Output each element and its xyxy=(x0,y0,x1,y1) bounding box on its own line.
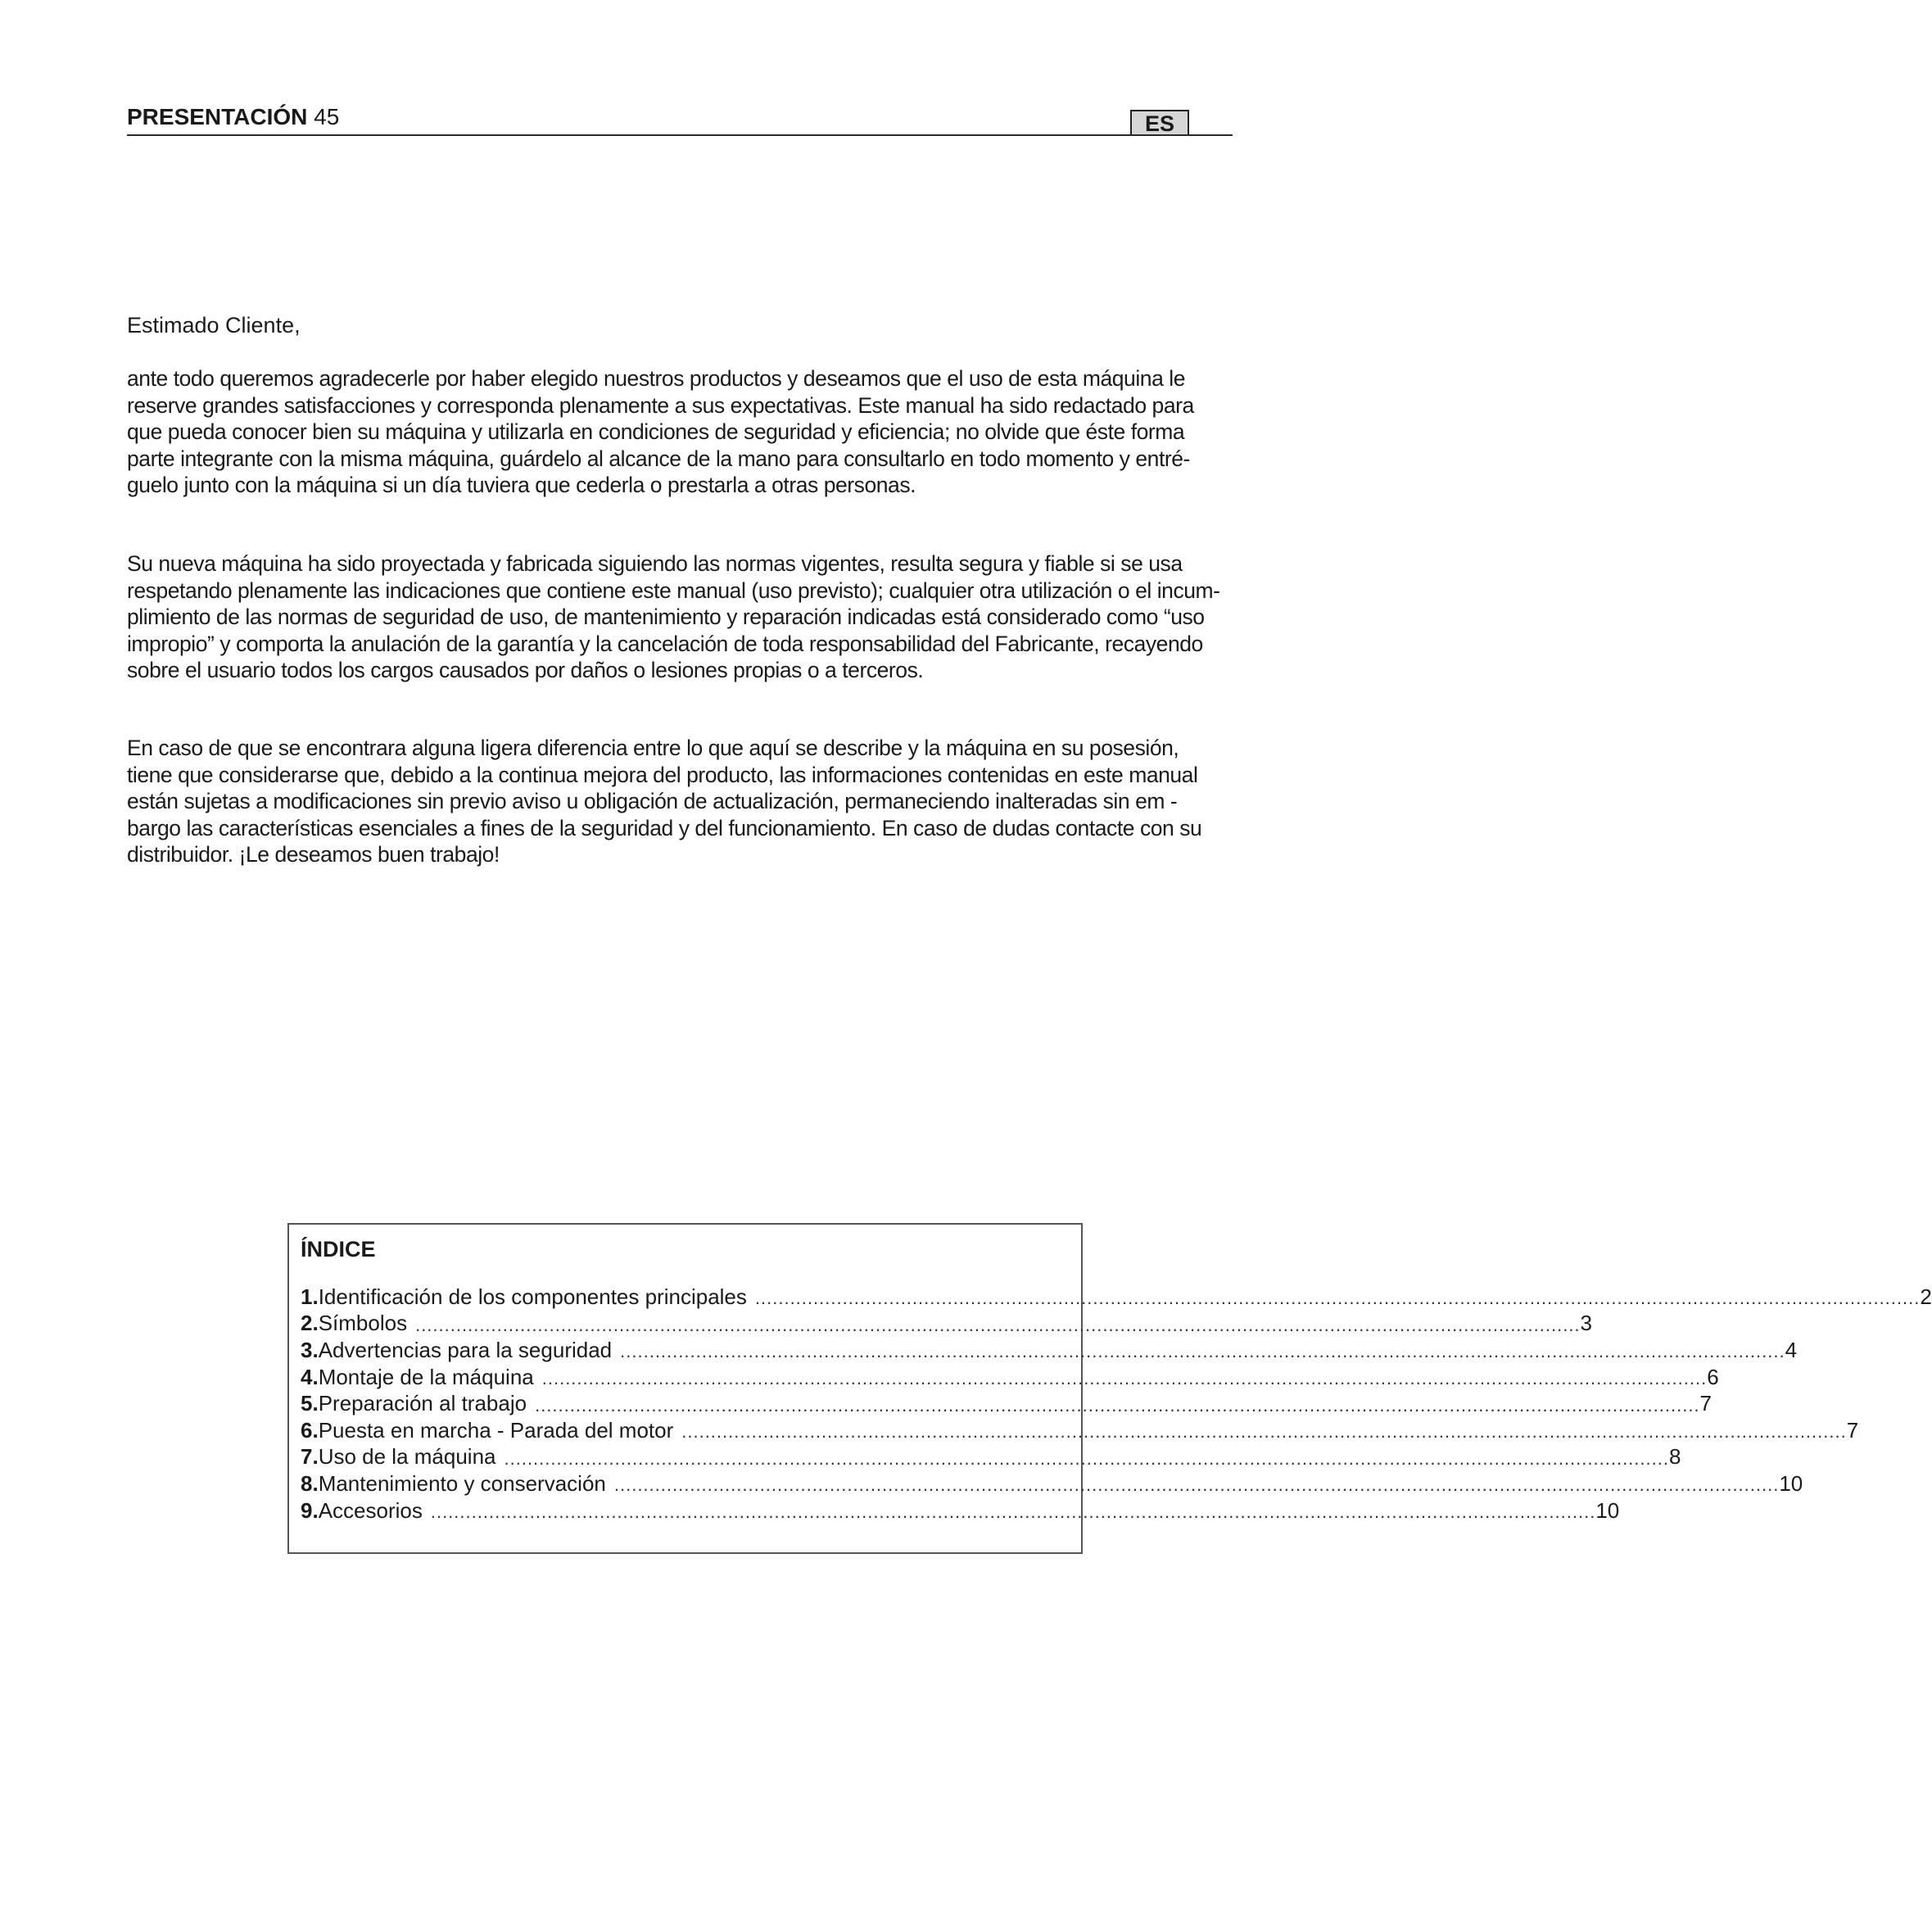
toc-dot-leader: ........................................................................................................................................................................................................ xyxy=(613,1474,1780,1496)
toc-dot-leader: ........................................................................................................................................................................................................ xyxy=(754,1288,1921,1309)
paragraph-line: sobre el usuario todos los cargos causados por daños o lesiones propias o a terceros. xyxy=(127,658,924,682)
toc-entry[interactable] xyxy=(301,1470,1803,1497)
toc-entry[interactable] xyxy=(301,1284,1932,1311)
toc-title: ÍNDICE xyxy=(301,1237,376,1261)
salutation: Estimado Cliente, xyxy=(127,313,301,337)
paragraph-line: tiene que considerarse que, debido a la continua mejora del producto, las informaciones contenidas en este manual xyxy=(127,762,1198,787)
paragraph-line: En caso de que se encontrara alguna ligera diferencia entre lo que aquí se describe y la máquina en su posesión, xyxy=(127,736,1179,760)
paragraph-line: respetando plenamente las indicaciones que contiene este manual (uso previsto); cualquier otra utilización o el incum- xyxy=(127,578,1220,603)
header-title xyxy=(127,103,339,131)
toc-list xyxy=(301,1284,1932,1524)
toc-entry-page: 3 xyxy=(1580,1311,1593,1336)
toc-entry-number: 3. xyxy=(301,1337,319,1362)
toc-entry-label: Accesorios xyxy=(318,1497,423,1523)
paragraph-line: que pueda conocer bien su máquina y utilizarla en condiciones de seguridad y eficiencia; no olvide que éste forma xyxy=(127,419,1185,444)
paragraph-line: guelo junto con la máquina si un día tuviera que cederla o prestarla a otras personas. xyxy=(127,473,916,497)
toc-entry-label: Símbolos xyxy=(318,1311,408,1336)
toc-entry[interactable] xyxy=(301,1417,1859,1444)
page-number: 45 xyxy=(314,104,340,129)
toc-entry-number: 4. xyxy=(301,1364,319,1389)
toc-dot-leader: ........................................................................................................................................................................................................ xyxy=(541,1368,1708,1389)
table-of-contents xyxy=(287,1223,1932,1554)
toc-entry-page: 2 xyxy=(1920,1284,1932,1309)
toc-dot-leader: ........................................................................................................................................................................................................ xyxy=(415,1314,1581,1335)
paragraph-line: distribuidor. ¡Le deseamos buen trabajo! xyxy=(127,842,500,867)
toc-dot-leader: ........................................................................................................................................................................................................ xyxy=(535,1394,1700,1415)
paragraph-line: están sujetas a modificaciones sin previo aviso u obligación de actualización, permaneciendo inalteradas sin em - xyxy=(127,789,1178,813)
toc-entry[interactable] xyxy=(301,1311,1593,1338)
toc-dot-leader: ........................................................................................................................................................................................................ xyxy=(681,1421,1847,1443)
safety-paragraph xyxy=(127,550,1249,684)
paragraph-line: reserve grandes satisfacciones y corresponda plenamente a sus expectativas. Este manual ha sido redactado para xyxy=(127,392,1194,418)
toc-dot-leader: ........................................................................................................................................................................................................ xyxy=(504,1447,1669,1469)
toc-entry-page: 10 xyxy=(1595,1497,1620,1523)
toc-entry-label: Uso de la máquina xyxy=(318,1444,496,1470)
page-header xyxy=(127,103,1233,136)
toc-entry[interactable] xyxy=(301,1444,1681,1471)
paragraph-line: parte integrante con la misma máquina, guárdelo al alcance de la mano para consultarlo en todo momento y entré- xyxy=(127,446,1190,471)
toc-entry-page: 4 xyxy=(1785,1337,1798,1362)
paragraph-line: Su nueva máquina ha sido proyectada y fabricada siguiendo las normas vigentes, resulta segura y fiable si se usa xyxy=(127,551,1183,576)
toc-entry[interactable] xyxy=(301,1497,1620,1524)
toc-dot-leader: ........................................................................................................................................................................................................ xyxy=(430,1502,1596,1523)
toc-entry-page: 6 xyxy=(1707,1364,1719,1389)
toc-entry-page: 7 xyxy=(1699,1391,1713,1416)
toc-entry-number: 9. xyxy=(301,1497,319,1523)
toc-entry-label: Montaje de la máquina xyxy=(318,1364,534,1389)
paragraph-line: impropio” y comporta la anulación de la garantía y la cancelación de toda responsabilidad del Fabricante, recayendo xyxy=(127,631,1203,656)
toc-entry-label: Mantenimiento y conservación xyxy=(318,1470,606,1496)
toc-entry-label: Advertencias para la seguridad xyxy=(318,1337,613,1362)
toc-entry-number: 5. xyxy=(301,1391,319,1416)
toc-entry-page: 10 xyxy=(1779,1470,1803,1496)
paragraph-line: bargo las características esenciales a fines de la seguridad y del funcionamiento. En caso de dudas contacte con su xyxy=(127,815,1202,840)
toc-entry[interactable] xyxy=(301,1364,1719,1391)
toc-entry-number: 7. xyxy=(301,1444,319,1470)
toc-entry-label: Identificación de los componentes principales xyxy=(318,1284,747,1309)
toc-entry-number: 6. xyxy=(301,1417,319,1443)
toc-entry-number: 2. xyxy=(301,1311,319,1336)
section-title: PRESENTACIÓN xyxy=(127,104,308,129)
paragraph-line: plimiento de las normas de seguridad de uso, de mantenimiento y reparación indicadas está considerado como “uso xyxy=(127,605,1205,629)
toc-entry-number: 1. xyxy=(301,1284,319,1309)
toc-entry[interactable] xyxy=(301,1337,1798,1364)
toc-dot-leader: ........................................................................................................................................................................................................ xyxy=(620,1341,1785,1362)
modifications-paragraph xyxy=(127,735,1249,868)
intro-paragraph xyxy=(127,365,1249,499)
language-badge: ES xyxy=(1130,110,1189,134)
toc-entry-page: 8 xyxy=(1668,1444,1681,1470)
toc-entry-label: Puesta en marcha - Parada del motor xyxy=(318,1417,674,1443)
toc-entry-number: 8. xyxy=(301,1470,319,1496)
toc-entry[interactable] xyxy=(301,1390,1713,1417)
paragraph-line: ante todo queremos agradecerle por haber elegido nuestros productos y deseamos que el uso de esta máquina le xyxy=(127,366,1185,391)
toc-entry-page: 7 xyxy=(1846,1417,1859,1443)
toc-entry-label: Preparación al trabajo xyxy=(318,1391,527,1416)
